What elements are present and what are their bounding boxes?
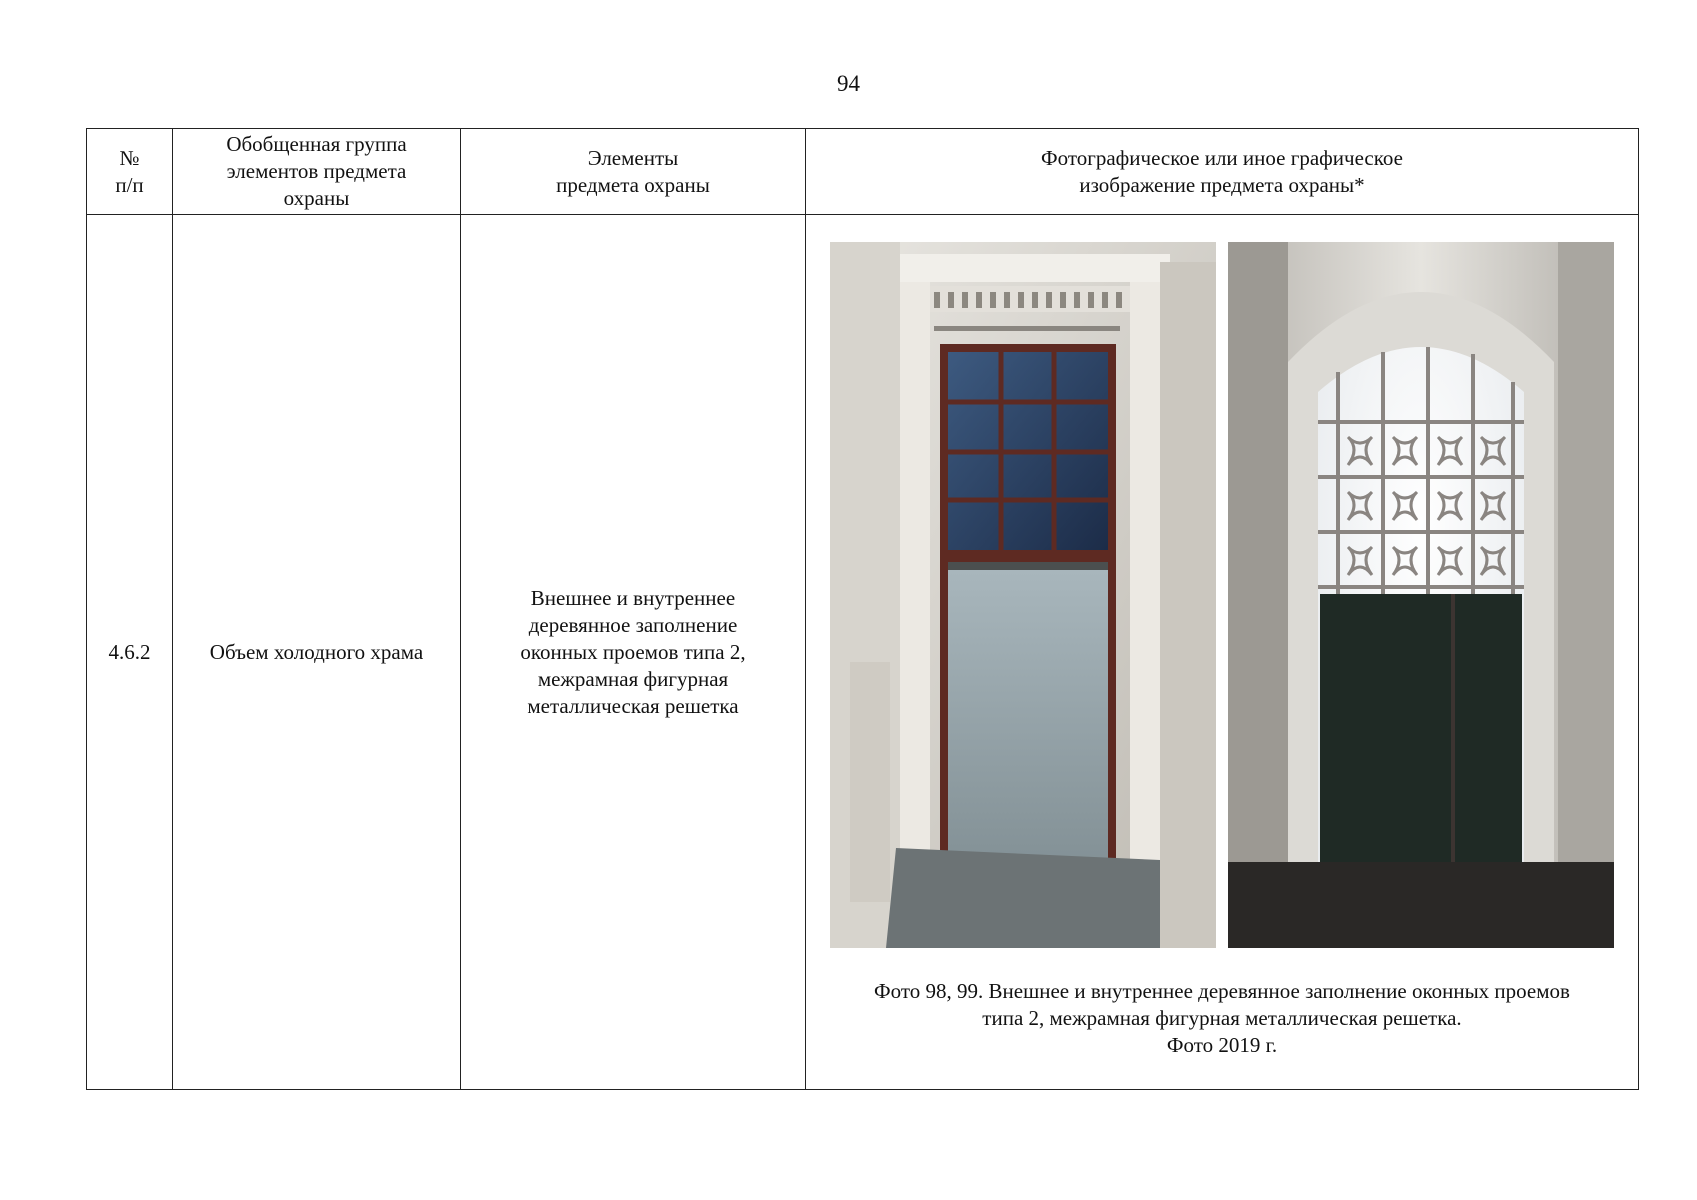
elements-line: межрамная фигурная <box>537 666 729 691</box>
header-line: предмета охраны <box>556 172 710 197</box>
page-number: 94 <box>837 71 860 96</box>
photo-interior-window <box>1228 242 1614 948</box>
header-line: Элементы <box>587 145 679 170</box>
header-line: п/п <box>115 172 144 197</box>
header-line: изображение предмета охраны* <box>1079 172 1365 197</box>
header-line: № <box>119 145 140 170</box>
header-line: Обобщенная группа <box>226 132 407 156</box>
header-elements <box>461 129 806 215</box>
row-group: Объем холодного храма <box>173 215 461 1090</box>
table-row <box>87 215 1639 1090</box>
photo-caption <box>806 978 1638 1059</box>
elements-line: Внешнее и внутреннее <box>530 585 736 610</box>
caption-line: Фото 2019 г. <box>1166 1033 1278 1057</box>
header-line: элементов предмета <box>226 159 407 183</box>
row-number: 4.6.2 <box>87 215 173 1090</box>
protection-elements-table <box>86 128 1639 1090</box>
row-image <box>806 215 1639 1090</box>
elements-line: оконных проемов типа 2, <box>520 639 746 664</box>
caption-line: типа 2, межрамная фигурная металлическая решетка. <box>982 1006 1462 1030</box>
caption-line: Фото 98, 99. Внешнее и внутреннее деревянное заполнение оконных проемов <box>874 979 1570 1003</box>
header-line: охраны <box>283 186 350 210</box>
table-header-row <box>87 129 1639 215</box>
elements-line: металлическая решетка <box>527 693 739 718</box>
photo-exterior-window <box>830 242 1216 948</box>
header-group <box>173 129 461 215</box>
header-image <box>806 129 1639 215</box>
elements-line: деревянное заполнение <box>528 612 738 637</box>
header-number <box>87 129 173 215</box>
header-line: Фотографическое или иное графическое <box>1041 145 1403 170</box>
row-elements <box>461 215 806 1090</box>
